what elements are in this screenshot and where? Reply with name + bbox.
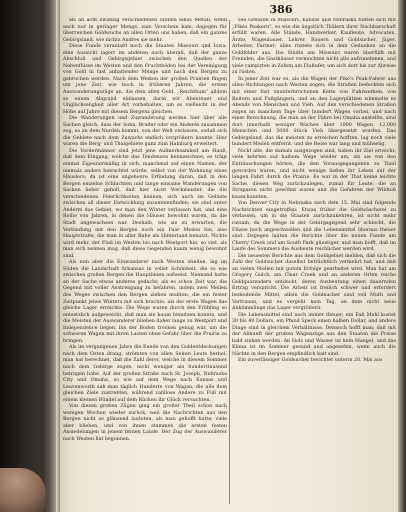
text-column-right xyxy=(232,18,396,506)
paragraph: Nicht alle, die damals ausgezogen sind, haben ihr Ziel erreicht; viele kehrten auf halbem Wege wieder um, als sie von den Enttäuschungen hörten, die den Vorausgegangenen zu Theil geworden waren, und nicht wenige ließen ihr Leben auf der langen Fahrt durch die Prairie. Es war in der That keine leichte Sache, diesen Weg zurückzulegen, zumal für Leute, die an Strapazen nicht gewöhnt waren und die Gefahren der Wildniß kaum kannten. xyxy=(232,148,396,200)
page-edge xyxy=(398,0,406,512)
paragraph: Die Grenzen in Missouri, Kansas und Nebraska füllten sich mit „Pikes Peakern“, so wie die ängstlich Thälern ihrer Nachbarschaft erfüllt waren. Alle Stände, Handwerker, Kaufleute, Advocaten, Ärzte, Wagenbauer, Lehrer, Bauern und Goldsucher, Jäger, Arbeiter, Farmer; alles rüstete sich in dem Gedanken an die Goldfelder aus. Die Städte am Missouri waren überfüllt mit Fremden, die Gasthäuser vermochten nicht alle aufzunehmen, und viele campirten in Zelten am Flußufer, um sich dort bis zur Abreise zu rüsten. xyxy=(232,18,396,76)
paragraph: Von diesen großen Zügen ging ein großer Theil schon nach wenigen Wochen wieder zurück, weil die Nachrichten aus den Bergen nicht so glänzend lauteten, als man gehofft hatte; viele aber blieben, und von ihnen stammen die ersten festen Ansiedelungen in jenem fernen Lande. Der Zug der Auswanderer nach Westen hat begonnen. xyxy=(63,404,227,442)
paragraph: Als nun aber die Einwanderer nach Westen stießen, lag im Süden die Landschaft Arkansas in voller Schönheit, die so wie zwischen großen Bergen die Hauptlinien aufweist. Niemand hatte an der Sache etwas anderes gedacht; als es schon Zeit war, die Gegend mit voller Anstrengung zu befahren, indem zwei Meilen des Weges zwischen den Bergen ziehen mußten, die ein fester Zeitpunkt jenes Winters mit sich brachte, als der erste Wagen das gleiche Lager erreichte. Die Wege waren durch den Frühling so entsetzlich aufgeweicht, daß man sie kaum benutzen konnte, und die Meisten der Auswanderer blieben daher lange zu Westport und Independence liegen, bis der Boden trocken genug war, um die schweren Wagen mit ihren Lasten ohne Gefahr über die Prairie zu bringen. xyxy=(63,260,227,344)
paragraph: Ein zuverlässiger Goldsucher berichtet unterm 20. Mai aus xyxy=(238,358,383,364)
paragraph: Die Wanderungen und Zuwanderung werden hier über alle Sachen gleich, dass der Sohn, Bruder oder ein Anderes zusammen zog, es an dem Norden kommt, von der Welt verlassen, sodaß sich die Gebiete nach dem Zuwachs endlich vergrößern konnte. Hier waren die Berg- und Thalgebiete ganz zum Hamburg erweitert. xyxy=(63,116,227,148)
paragraph: Als im vergangenen Jahre die Kunde von den Goldentdeckungen nach dem Osten drang, strömten von allen Seiten Leute herbei; man hat berechnet, daß die Zahl derer, welche in diesem Sommer nach dem Gebirge zogen, nicht weniger als hunderttausend betragen habe. Auf der großen Straße nach St. Joseph, Nebraska City und Omaha, so wie auf dem Wege nach Kansas und Leavenworth sah man täglich Hunderte von Wagen, die alle dem gleichen Ziele zustrebten, während zahllose Andere zu Fuß mit einem kleinen Bündel auf dem Rücken ihr Glück versuchten. xyxy=(63,345,227,403)
paragraph: Die Lebensmittel sind noch immer theuer; ein Faß Mehl kostet 30 bis 40 Dollars, ein Pfund Speck einen halben Dollar, und andere Dinge sind in gleichem Verhältnisse. Dennoch hofft man, daß mit der Ankunft der großen Wagenzüge aus den Staaten die Preise bald sinken werden. An Holz und Wasser ist kein Mangel, und das Klima ist im Sommer gesund und angenehm, wenn auch die Nächte in den Bergen empfindlich kalt sind. xyxy=(232,312,396,357)
paragraph: Von Denver City in Nebraska nach dem 15. Mai sind folgende Nachrichten eingetroffen: Etwas früher die Goldwäscherei zu verlassen, um in die Staaten zurückzukehren, ist nicht mehr ratsam, da die Wege in der Gebirgsgegend sehr schlecht, die Flüsse hoch angeschwollen und die Lebensmittel überaus theuer sind. Dagegen lauten die Berichte über die neuen Funde am Cherry Creek und am South Park günstiger, und man hofft, daß im Laufe des Sommers die Ausbeute reichlicher werden wird. xyxy=(232,201,396,253)
paragraph: als an acht zwanzig verschiedenen Stellen edles Metall, wenn auch nur in geringer Menge, zum Vorschein kam, dagegen für überreichen Goldwuchs an allen Orten uns haben, daß ein ganzes Gebirgsland, wie nichts Andres sie mehr. xyxy=(63,18,227,43)
column-divider xyxy=(229,20,230,504)
page-number: 386 xyxy=(269,3,293,16)
paragraph: Die Vordermänner sind jetzt jene Aufmerksamkeit am Hauß, daß dem Eingang, welche das Tendenzen kennzeichnet; es trägt einmal Zigeunermäßig in sich, manchmal auf einen Namen, der niemals anders betrachtet würde, selbst von der Wohnung eines Häuslers; da ist eine ungeheure Erfindung daran, daß in den Bergen einzelne Schluchten und lange einsame Wanderungen von Sacken lieber geholt, daß hier nicht Werkmeister, die die verschiedenen Feierlichkeiten kennen, sich auch im Gebiete zwischen all dieser Entwicklung zusammenfinden; sie sind unter Anderm das Gebiet, wo man den Winter verlassen hat, und eine Reihe von Jahren, in denen die Häuser bewohnt waren, da die Stadt angewachsen war. Deshalb, wie sie zu erwarten, die Verbindung mit den Bergen noch ein Paar Meilen hin, also Hauptstraße, die man in aller Ruhe als Hinterland benutzt. Nichts wird mehr, der Fluß im Westen bis nach Westport hin, so viel, als man sich nennen mag, daß diese Gegenden kaum wenig bewohnt sind. xyxy=(63,148,227,259)
paragraph: Die neuesten Berichte aus dem Goldgebiet melden, daß sich die Zahl der Goldsucher daselbst beträchtlich vermehrt hat, und daß an vielen Stellen mit gutem Erfolge gearbeitet wird. Man hat am Gregory Gulch, am Clear Creek und an anderen Orten reiche Goldquarzadern entdeckt, deren Ausbeutung einen dauernden Ertrag verspricht. Die Arbeit ist freilich schwer und erfordert bedeutende Mittel, allein die Goldsucher sind voll Muth und Vertrauen, und es vergeht kein Tag, an dem nicht neue Ankömmlinge das Lager vergrößern. xyxy=(232,253,396,312)
page-curl-shadow xyxy=(50,0,60,512)
paragraph: In jener Zeit war es, als die Wagen der Pike's Peak-Fahrer aus allen Richtungen nach Westen zogen; die Straßen bedeckten sich mit einer fast ununterbrochenen Kette von Fuhrwerken, von Reitern und Fußgängern, und an den Lagerplätzen wimmelte es Abends von Menschen und Vieh. Auf den verschiedenen Straßen zogen an manchem Tage über hundert Wagen vorbei, und nach einer Berechnung, die man an der Fähre bei Omaha anstellte, sind dort innerhalb weniger Wochen über 1000 Wagen, 12,000 Menschen und 5000 Stück Vieh übergesetzt worden. Das Gebirgsland, das die meisten zu erreichen hofften, lag noch viele hundert Meilen entfernt, und die Reise war lang und mühselig. xyxy=(232,76,396,148)
text-column-left xyxy=(63,18,227,506)
paragraph: Diese Funde veranlaßt noch die Staaten Missouri und Iowa; eine Aussicht lagert im anderen auch überall, daß der ganze Abschluß und Gebirgsgebiet zwischen den Quellen der Nebenflüsse im Westen und den Fruchtböden bei der Vereinigung von Gold in fast anhaltender Menge und nach den Bergen zu gebrochen werden. Nach dem Westen der großen Prairien fingen um jene Zeit, wie noch in früheren Jahren, die ersten Auswanderungszüge an, die dem allen Gold, „Reichthum“ alldem so einem Abgrund einlassen, darin wir Abenteuer und Unglückseligkeit aller Art vorbehalten, um es vielleicht in der Höhe auf Jahre mit diesem Bergenz gleichen. xyxy=(63,44,227,115)
